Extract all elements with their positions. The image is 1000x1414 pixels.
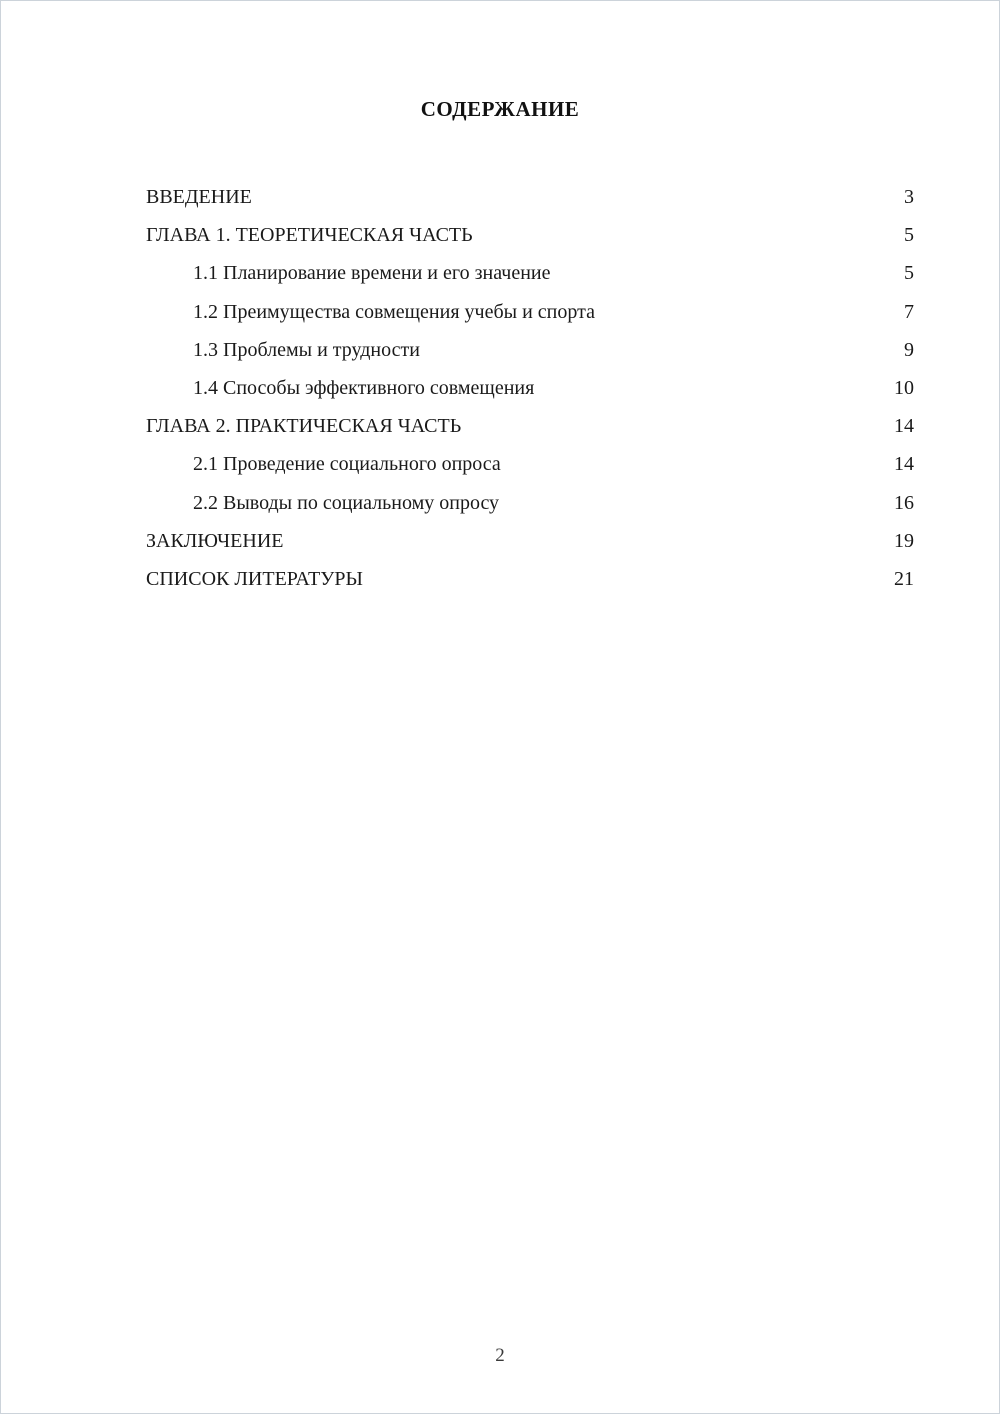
toc-entry (146, 484, 914, 522)
toc-entry-label: 1.4 Способы эффективного совмещения (193, 377, 535, 400)
toc-entry (146, 178, 914, 216)
toc-entry-label: СПИСОК ЛИТЕРАТУРЫ (146, 568, 363, 591)
toc-entry-label: ЗАКЛЮЧЕНИЕ (146, 529, 284, 552)
toc-entry (146, 331, 914, 369)
toc-entry-label: ГЛАВА 2. ПРАКТИЧЕСКАЯ ЧАСТЬ (146, 415, 462, 438)
page-footer (1, 1345, 999, 1367)
table-of-contents (146, 178, 914, 598)
page-title: СОДЕРЖАНИЕ (420, 97, 580, 121)
toc-entry-label: 2.2 Выводы по социальному опросу (193, 491, 500, 514)
toc-entry-label: ВВЕДЕНИЕ (146, 186, 252, 208)
toc-entry (146, 407, 914, 445)
toc-entry-label: ГЛАВА 1. ТЕОРЕТИЧЕСКАЯ ЧАСТЬ (146, 224, 473, 247)
toc-entry (146, 445, 914, 483)
toc-entry (146, 254, 914, 292)
toc-entry-label: 1.1 Планирование времени и его значение (193, 262, 551, 285)
toc-entry-page: 21 (894, 568, 914, 591)
toc-entry (146, 293, 914, 331)
toc-entry-page: 14 (894, 453, 914, 476)
toc-entry-page: 9 (904, 338, 914, 361)
toc-entry (146, 369, 914, 407)
toc-entry-page: 5 (904, 224, 914, 247)
toc-entry-label: 2.1 Проведение социального опроса (193, 453, 501, 476)
toc-entry-page: 16 (894, 491, 914, 514)
toc-entry (146, 560, 914, 598)
toc-entry (146, 522, 914, 560)
toc-entry-label: 1.3 Проблемы и трудности (193, 338, 420, 361)
toc-entry-label: 1.2 Преимущества совмещения учебы и спорта (193, 300, 595, 323)
toc-entry-page: 5 (904, 262, 914, 285)
toc-entry-page: 3 (904, 186, 914, 208)
toc-entry-page: 7 (904, 300, 914, 323)
toc-entry (146, 216, 914, 254)
toc-entry-page: 10 (894, 377, 914, 400)
toc-entry-page: 14 (894, 415, 914, 438)
page-number: 2 (495, 1345, 505, 1366)
toc-entry-page: 19 (894, 529, 914, 552)
